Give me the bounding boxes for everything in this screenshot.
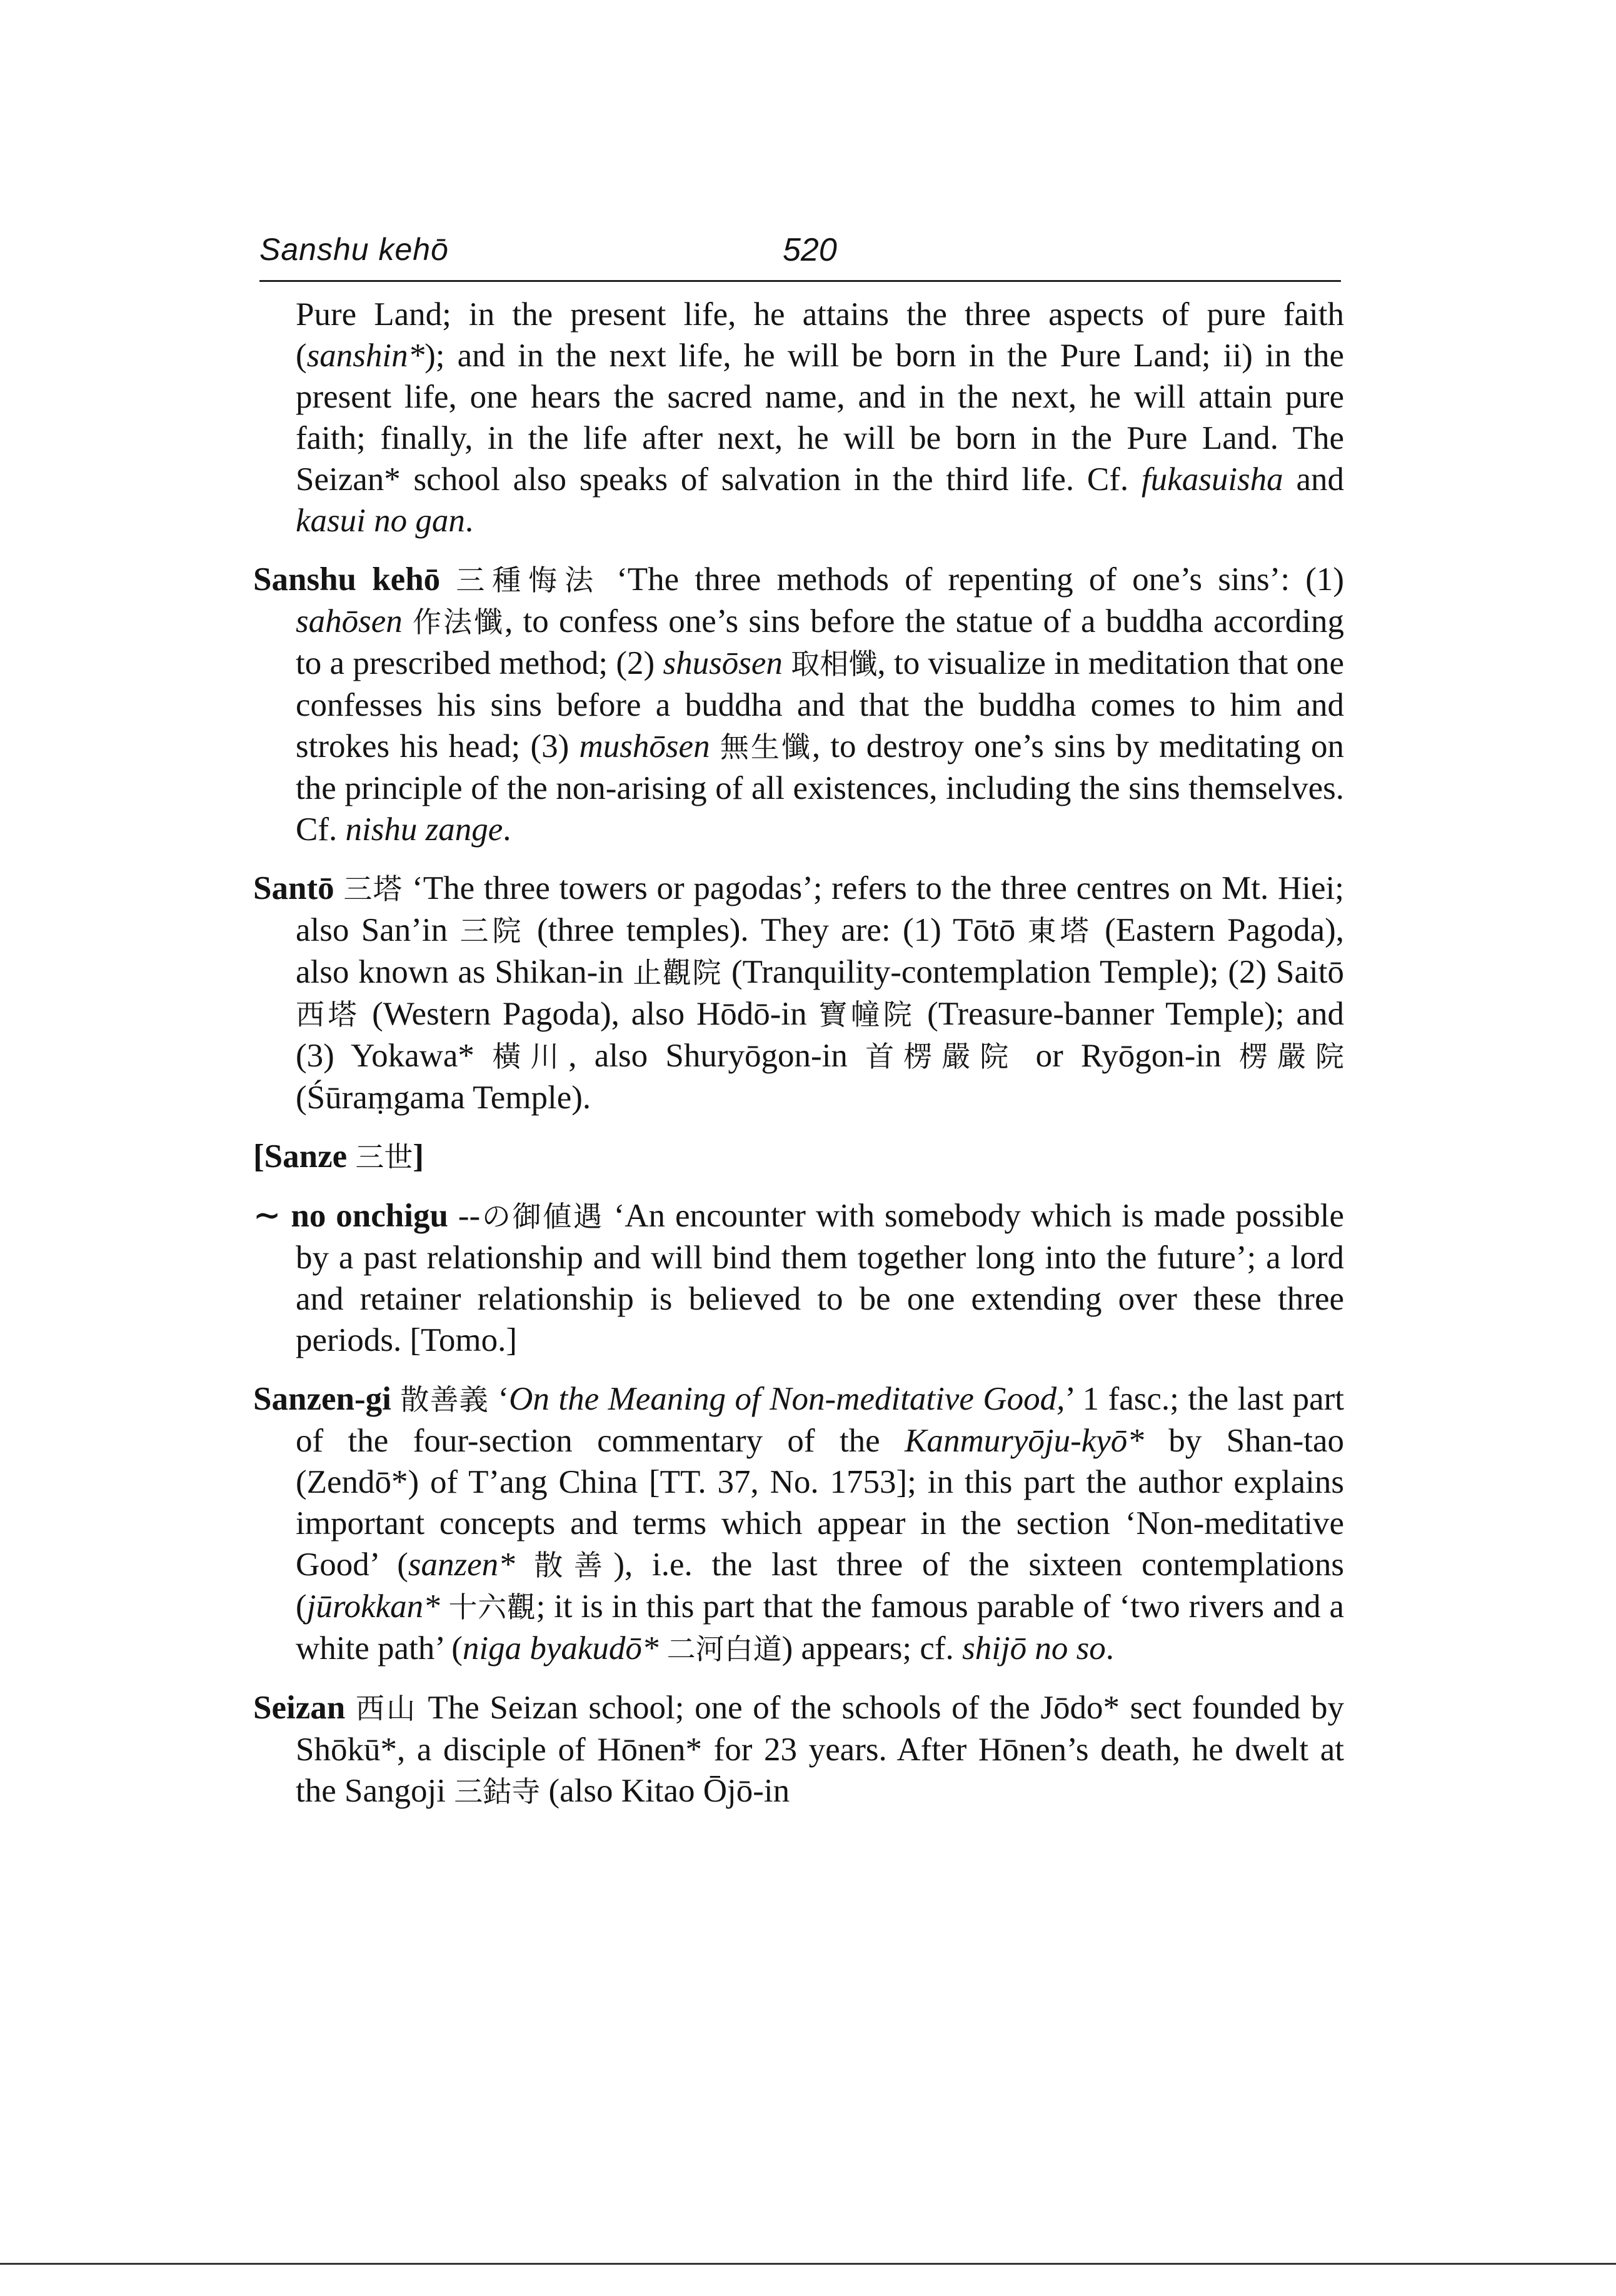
- headword: Sanshu kehō: [253, 561, 441, 598]
- kanji-term: 楞嚴院: [1238, 1040, 1344, 1073]
- headword: ]: [413, 1138, 424, 1175]
- italic-term: sanzen*: [408, 1547, 515, 1583]
- kanji-term: 止觀院: [633, 956, 723, 990]
- kanji-term: 東塔: [1027, 914, 1093, 948]
- entry-text: by Shan-tao (Zendō*) of T’ang China [TT. 37, No. 1753]; in this part the author explains important concepts and terms which appear in the section ‘Non-meditative Good’ (: [296, 1423, 1344, 1583]
- entry-continuation: [253, 294, 1344, 541]
- entry-text: , to visualize in meditation that one confesses his sins before a buddha and that the buddha comes to him and strokes his head; (3): [296, 645, 1345, 764]
- entry-text: The Seizan school; one of the schools of the Jōdo* sect founded by Shōkū*, a disciple of Hōnen* for 23 years. After Hōnen’s death, he dwelt at the Sangoji: [296, 1690, 1344, 1809]
- entry-text: [334, 870, 344, 906]
- entry-text: [710, 728, 720, 764]
- entry-text: [440, 1588, 449, 1625]
- running-head: Sanshu kehō: [259, 232, 449, 267]
- headword: ∼ no onchigu: [253, 1198, 448, 1234]
- entry-text: ‘An encounter with somebody which is made possible by a past relationship and will bind them together long into the future’; a lord and retainer relationship is believed to be one extending over these three periods. [Tomo.]: [296, 1198, 1345, 1358]
- headword: [Sanze: [253, 1138, 356, 1175]
- entry-text: ; it is in this part that the famous parable of ‘two rivers and a white path’ (: [296, 1588, 1344, 1667]
- dictionary-body: [253, 294, 1344, 1830]
- entry-text: .: [1105, 1630, 1115, 1667]
- entry-text: Pure Land; in the present life, he attains the three aspects of pure faith (: [296, 296, 1344, 374]
- entry-text: , also Shuryōgon-in: [568, 1038, 866, 1074]
- italic-term: Kanmuryōju-kyō*: [905, 1423, 1144, 1459]
- entry-text: ’ 1 fasc.; the last part of the four-section commentary of the: [296, 1381, 1345, 1459]
- kanji-term: 作法懺: [413, 605, 505, 639]
- entry-text: [345, 1690, 356, 1726]
- headword: Santō: [253, 870, 334, 906]
- kanji-term: 三種悔法: [456, 563, 601, 597]
- italic-term: jūrokkan*: [306, 1588, 440, 1625]
- entry-sanshu-keho: [253, 559, 1344, 850]
- entry-text: ‘: [489, 1381, 509, 1417]
- entry-text: ); and in the next life, he will be born in the Pure Land; ii) in the present life, one hears the sacred name, and in the next, he will attain pure faith; finally, in the life after next, he will be born in the Pure Land. The Seizan* school also speaks of salvation in the third life. Cf.: [296, 338, 1344, 498]
- entry-text: , to confess one’s sins before the statue of a buddha according to a prescribed method; (2): [296, 603, 1345, 681]
- entry-text: .: [503, 811, 511, 848]
- entry-text: (Tranquility-contemplation Temple); (2) Saitō: [722, 954, 1345, 990]
- italic-term: shijō no so: [962, 1630, 1106, 1667]
- kanji-term: 二河白道: [666, 1632, 782, 1666]
- footer-rule: [0, 2263, 1616, 2265]
- entry-santo: [253, 868, 1344, 1118]
- kanji-term: 三院: [459, 914, 525, 948]
- entry-text: [403, 603, 413, 639]
- italic-term: nishu zange: [345, 811, 503, 848]
- entry-text: or Ryōgon-in: [1018, 1038, 1239, 1074]
- page-header: [259, 225, 1341, 281]
- entry-sanzen-gi: [253, 1378, 1344, 1670]
- entry-text: ), i.e. the last three of the sixteen contemplations (: [296, 1547, 1344, 1625]
- header-rule: [259, 280, 1341, 282]
- entry-text: [391, 1381, 400, 1417]
- kanji-term: 西山: [355, 1692, 418, 1725]
- entry-text: ‘The three methods of repenting of one’s sins’: (1): [601, 561, 1345, 598]
- italic-term: On the Meaning of Non-meditative Good,: [509, 1381, 1065, 1417]
- entry-text: (Western Pagoda), also Hōdō-in: [360, 996, 819, 1032]
- kanji-term: 寶幢院: [818, 998, 916, 1031]
- page-number: 520: [783, 232, 837, 268]
- headword: Seizan: [253, 1690, 346, 1726]
- kanji-term: 首楞嚴院: [865, 1040, 1018, 1073]
- kanji-term: 十六觀: [448, 1590, 536, 1624]
- italic-term: kasui no gan: [296, 503, 465, 539]
- entry-text: ‘The three towers or pagodas’; refers to the three centres on Mt. Hiei; also San’in: [296, 870, 1344, 948]
- entry-text: [658, 1630, 666, 1667]
- kanji-term: 散善義: [400, 1383, 489, 1416]
- entry-text: (three temples). They are: (1) Tōtō: [524, 912, 1028, 948]
- entry-text: [440, 561, 456, 598]
- headword: Sanzen-gi: [253, 1381, 391, 1417]
- kanji-term: 散善: [534, 1548, 614, 1582]
- entry-text: (also Kitao Ōjō-in: [540, 1773, 790, 1809]
- kanji-term: 西塔: [296, 998, 361, 1031]
- entry-sanze: [253, 1136, 1344, 1178]
- italic-term: fukasuisha: [1141, 461, 1283, 498]
- kanji-term: 三鈷寺: [454, 1775, 541, 1808]
- italic-term: niga byakudō*: [462, 1630, 659, 1667]
- italic-term: sanshin*: [306, 338, 425, 374]
- entry-seizan: [253, 1687, 1344, 1812]
- kanji-term: 橫川: [492, 1040, 569, 1073]
- kanji-term: 三塔: [343, 872, 403, 906]
- entry-text: (Śūraṃgama Temple).: [296, 1080, 591, 1116]
- italic-term: sahōsen: [296, 603, 403, 639]
- entry-text: and: [1283, 461, 1344, 498]
- entry-text: [783, 645, 791, 681]
- kanji-term: 三世: [355, 1140, 413, 1174]
- entry-text: , to destroy one’s sins by meditating on the principle of the non-arising of all existences, including the sins themselves. Cf.: [296, 728, 1345, 848]
- entry-text: [515, 1547, 534, 1583]
- entry-text: .: [464, 503, 474, 539]
- entry-text: (Eastern Pagoda), also known as Shikan-in: [296, 912, 1344, 990]
- entry-text: (Treasure-banner Temple); and (3) Yokawa*: [296, 996, 1345, 1074]
- italic-term: mushōsen: [579, 728, 710, 764]
- kanji-term: 無生懺: [720, 730, 812, 764]
- entry-text: --: [448, 1198, 481, 1234]
- entry-text: ) appears; cf.: [781, 1630, 963, 1667]
- entry-no-onchigu: [253, 1195, 1344, 1361]
- kanji-term: の御値遇: [480, 1200, 604, 1233]
- kanji-term: 取相懺: [791, 647, 878, 681]
- italic-term: shusōsen: [663, 645, 783, 681]
